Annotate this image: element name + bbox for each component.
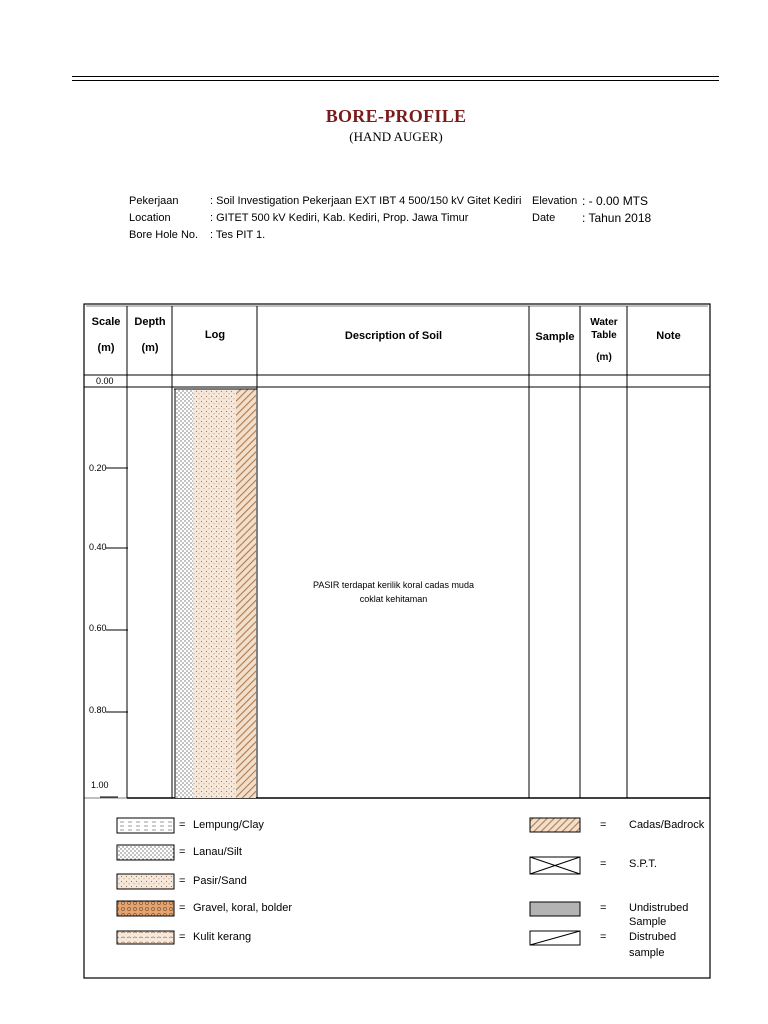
legend-equals: = xyxy=(179,819,186,831)
scale-label-060: 0.60 xyxy=(89,623,107,633)
pekerjaan-label: Pekerjaan xyxy=(129,195,179,207)
location-label: Location xyxy=(129,212,171,224)
legend-silt: Lanau/Silt xyxy=(193,846,242,858)
legend-disturbed-2: sample xyxy=(629,947,665,959)
scale-label-020: 0.20 xyxy=(89,463,107,473)
description-header: Description of Soil xyxy=(344,330,443,342)
page-title: BORE-PROFILE xyxy=(325,106,467,126)
legend-gravel: Gravel, koral, bolder xyxy=(193,902,293,914)
soil-description-line-2: coklat kehitaman xyxy=(359,594,428,604)
legend-equals: = xyxy=(600,902,607,914)
legend-equals: = xyxy=(600,858,607,870)
water-unit: (m) xyxy=(596,352,612,363)
legend-equals: = xyxy=(179,902,186,914)
elevation-value: : - 0.00 MTS xyxy=(582,194,649,208)
page-subtitle: (HAND AUGER) xyxy=(349,129,443,144)
depth-header: Depth xyxy=(134,316,166,328)
legend-equals: = xyxy=(600,819,607,831)
legend-cadas: Cadas/Badrock xyxy=(629,819,705,831)
note-header: Note xyxy=(656,330,681,342)
legend-sand: Pasir/Sand xyxy=(193,875,247,887)
scale-label-040: 0.40 xyxy=(89,542,107,552)
depth-unit: (m) xyxy=(141,342,159,354)
elevation-label: Elevation xyxy=(532,195,578,207)
bore-hole-label: Bore Hole No. xyxy=(129,229,199,241)
scale-label-080: 0.80 xyxy=(89,705,107,715)
legend-shell: Kulit kerang xyxy=(193,931,252,943)
location-value: : GITET 500 kV Kediri, Kab. Kediri, Prop. Jawa Timur xyxy=(210,212,469,224)
legend-undisturbed-1: Undistrubed xyxy=(629,902,689,914)
legend-disturbed-1: Distrubed xyxy=(629,931,677,943)
legend-equals: = xyxy=(179,846,186,858)
legend-clay: Lempung/Clay xyxy=(193,819,264,831)
scale-label-100: 1.00 xyxy=(91,780,109,790)
legend-equals: = xyxy=(179,931,186,943)
scale-unit: (m) xyxy=(97,342,115,354)
date-value: : Tahun 2018 xyxy=(582,211,652,225)
date-label: Date xyxy=(532,212,556,224)
water-header-2: Table xyxy=(591,330,617,341)
scale-header: Scale xyxy=(91,316,121,328)
water-header-1: Water xyxy=(590,317,618,328)
pekerjaan-value: : Soil Investigation Pekerjaan EXT IBT 4 500/150 kV Gitet Kediri xyxy=(210,195,522,207)
scale-label-0: 0.00 xyxy=(96,376,114,386)
bore-hole-value: : Tes PIT 1. xyxy=(210,229,266,241)
legend-undisturbed-2: Sample xyxy=(629,916,667,928)
log-header: Log xyxy=(204,329,226,341)
sample-header: Sample xyxy=(535,331,575,343)
legend-equals: = xyxy=(179,875,186,887)
legend-spt: S.P.T. xyxy=(629,858,657,870)
legend-equals: = xyxy=(600,931,607,943)
soil-description-line-1: PASIR terdapat kerilik koral cadas muda xyxy=(313,580,474,590)
